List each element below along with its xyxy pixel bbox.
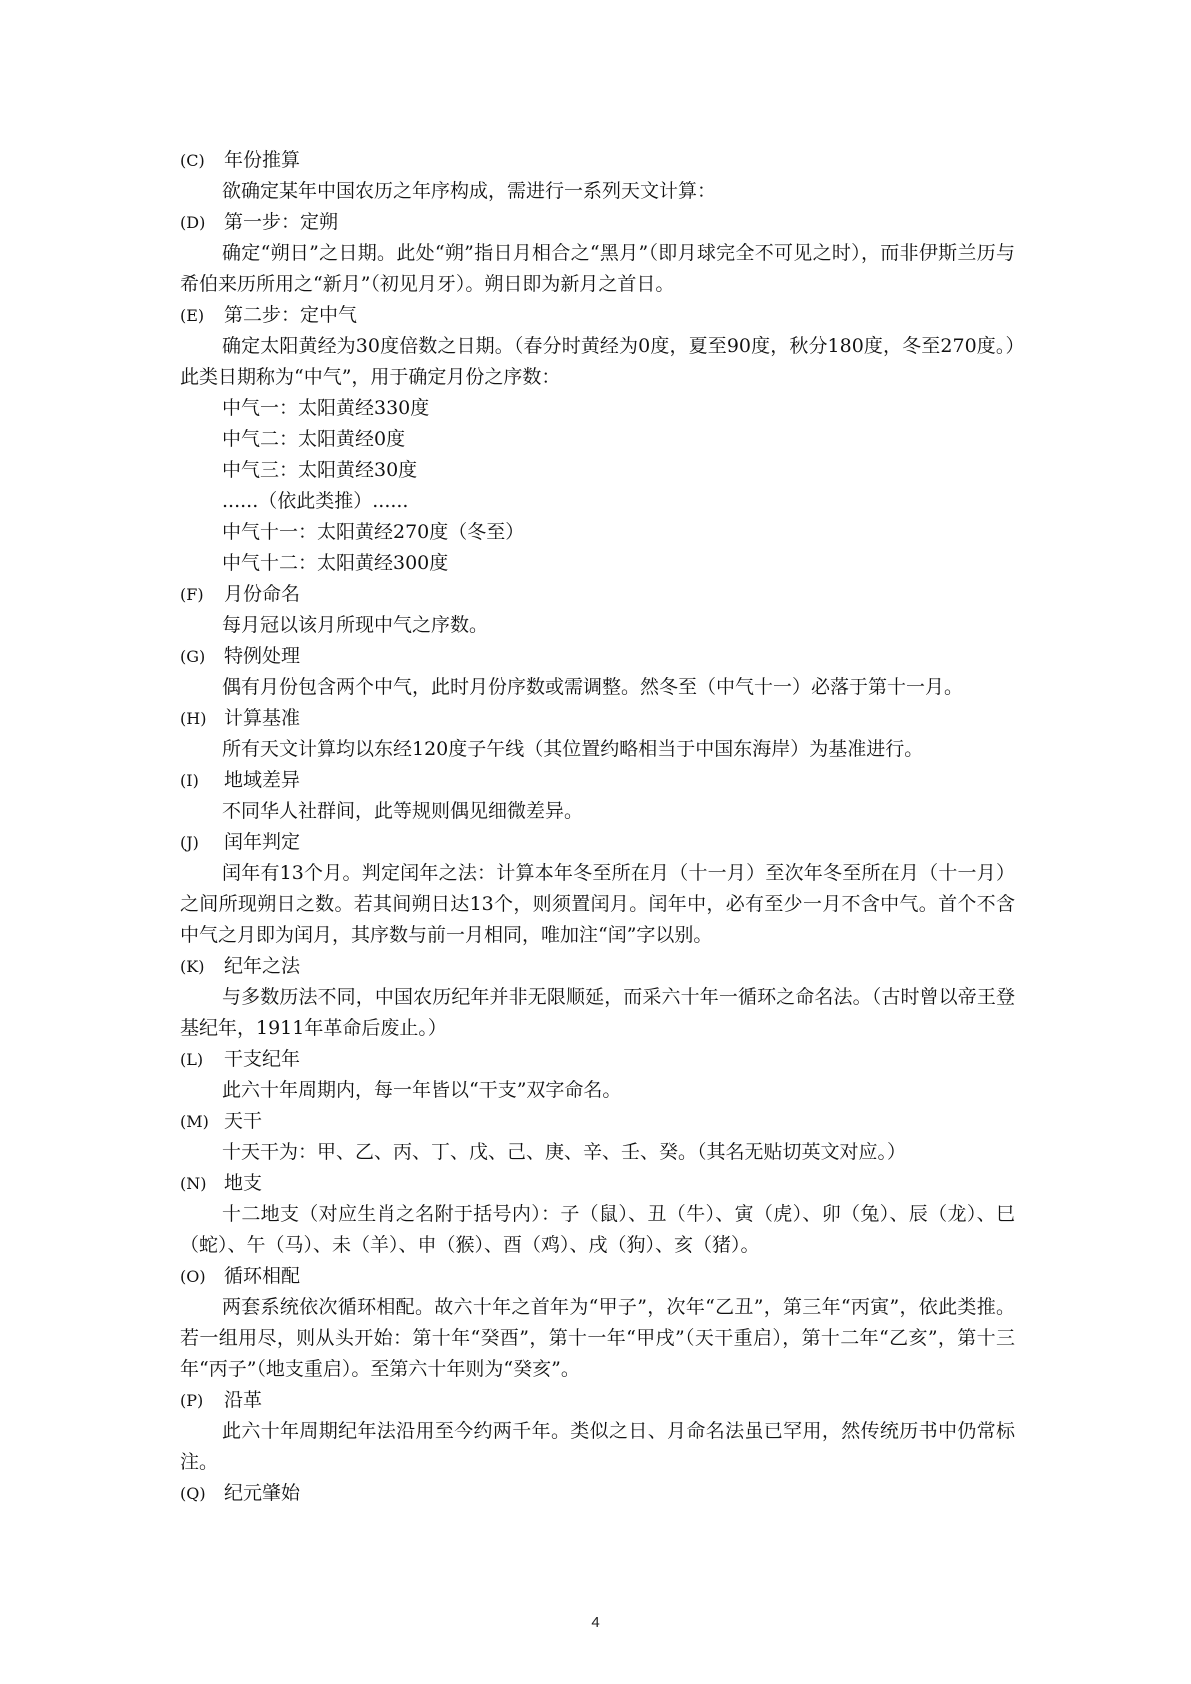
body-paragraph: 不同华人社群间，此等规则偶见细微差异。 bbox=[222, 800, 584, 822]
section bbox=[180, 951, 1015, 1044]
body-paragraph: 每月冠以该月所现中气之序数。 bbox=[222, 614, 489, 636]
section-title: 第二步：定中气 bbox=[224, 304, 358, 326]
section-marker: (F) bbox=[180, 585, 204, 604]
section-marker: (E) bbox=[180, 306, 205, 325]
section-title: 特例处理 bbox=[224, 645, 301, 667]
body-paragraph: 确定“朔日”之日期。此处“朔”指日月相合之“黑月”（即月球完全不可见之时），而非伊斯兰历与希伯来历所用之“新月”（初见月牙）。朔日即为新月之首日。 bbox=[180, 242, 1015, 295]
body-paragraph: 十二地支（对应生肖之名附于括号内）：子（鼠）、丑（牛）、寅（虎）、卯（兔）、辰（龙）、巳（蛇）、午（马）、未（羊）、申（猴）、酉（鸡）、戌（狗）、亥（猪）。 bbox=[180, 1203, 1015, 1256]
section-heading bbox=[180, 207, 1015, 238]
document-body bbox=[180, 145, 1015, 1509]
section-heading bbox=[180, 641, 1015, 672]
section-title: 天干 bbox=[224, 1110, 263, 1132]
body-paragraph: 此六十年周期内，每一年皆以“干支”双字命名。 bbox=[222, 1079, 622, 1101]
body-paragraph: 此六十年周期纪年法沿用至今约两千年。类似之日、月命名法虽已罕用，然传统历书中仍常标注。 bbox=[180, 1420, 1015, 1473]
section-marker: (L) bbox=[180, 1050, 204, 1069]
section-heading bbox=[180, 951, 1015, 982]
section-title: 干支纪年 bbox=[224, 1048, 301, 1070]
body-paragraph: 欲确定某年中国农历之年序构成，需进行一系列天文计算： bbox=[222, 180, 717, 202]
body-paragraph: 两套系统依次循环相配。故六十年之首年为“甲子”，次年“乙丑”，第三年“丙寅”，依此类推。若一组用尽，则从头开始：第十年“癸酉”，第十一年“甲戌”（天干重启），第十二年“乙亥”，第十三年“丙子”（地支重启）。至第六十年则为“癸亥”。 bbox=[180, 1296, 1015, 1380]
section bbox=[180, 1261, 1015, 1385]
section bbox=[180, 1044, 1015, 1106]
section-title: 沿革 bbox=[224, 1389, 263, 1411]
body-paragraph: 偶有月份包含两个中气，此时月份序数或需调整。然冬至（中气十一）必落于第十一月。 bbox=[222, 676, 964, 698]
section-marker: (M) bbox=[180, 1112, 209, 1131]
section-heading bbox=[180, 1385, 1015, 1416]
body-paragraph: 所有天文计算均以东经120度子午线（其位置约略相当于中国东海岸）为基准进行。 bbox=[222, 738, 924, 760]
section-title: 地域差异 bbox=[224, 769, 301, 791]
section-title: 月份命名 bbox=[224, 583, 301, 605]
section-title: 年份推算 bbox=[224, 149, 301, 171]
section-marker: (K) bbox=[180, 957, 205, 976]
section-heading bbox=[180, 579, 1015, 610]
section-marker: (P) bbox=[180, 1391, 204, 1410]
section-heading bbox=[180, 827, 1015, 858]
body-paragraph: 与多数历法不同，中国农历纪年并非无限顺延，而采六十年一循环之命名法。（古时曾以帝王登基纪年，1911年革命后废止。） bbox=[180, 986, 1015, 1039]
section-marker: (H) bbox=[180, 709, 207, 728]
section-marker: (C) bbox=[180, 151, 205, 170]
body-paragraph: 十天干为：甲、乙、丙、丁、戊、己、庚、辛、壬、癸。（其名无贴切英文对应。） bbox=[222, 1141, 907, 1163]
section-marker: (Q) bbox=[180, 1484, 206, 1503]
list-item: 中气三：太阳黄经30度 bbox=[222, 459, 418, 481]
section-marker: (J) bbox=[180, 833, 199, 852]
section bbox=[180, 145, 1015, 207]
list-item: 中气一：太阳黄经330度 bbox=[222, 397, 430, 419]
section-title: 纪元肇始 bbox=[224, 1482, 301, 1504]
body-paragraph: 闰年有13个月。判定闰年之法：计算本年冬至所在月（十一月）至次年冬至所在月（十一月）之间所现朔日之数。若其间朔日达13个，则须置闰月。闰年中，必有至少一月不含中气。首个不含中气之月即为闰月，其序数与前一月相同，唯加注“闰”字以别。 bbox=[180, 862, 1015, 946]
section-marker: (N) bbox=[180, 1174, 207, 1193]
section-heading bbox=[180, 765, 1015, 796]
section bbox=[180, 1168, 1015, 1261]
section-marker: (G) bbox=[180, 647, 206, 666]
list-item: ......（依此类推）...... bbox=[222, 490, 409, 512]
section-title: 纪年之法 bbox=[224, 955, 301, 977]
list-item: 中气二：太阳黄经0度 bbox=[222, 428, 406, 450]
section-marker: (D) bbox=[180, 213, 206, 232]
section bbox=[180, 1478, 1015, 1509]
section bbox=[180, 827, 1015, 951]
section-title: 计算基准 bbox=[224, 707, 301, 729]
section bbox=[180, 765, 1015, 827]
section bbox=[180, 1385, 1015, 1478]
body-paragraph: 确定太阳黄经为30度倍数之日期。（春分时黄经为0度，夏至90度，秋分180度，冬至270度。）此类日期称为“中气”，用于确定月份之序数： bbox=[180, 335, 1015, 388]
section bbox=[180, 207, 1015, 300]
list-item: 中气十二：太阳黄经300度 bbox=[222, 552, 449, 574]
section-heading bbox=[180, 300, 1015, 331]
section bbox=[180, 579, 1015, 641]
section bbox=[180, 300, 1015, 579]
section-marker: (I) bbox=[180, 771, 199, 790]
section-marker: (O) bbox=[180, 1267, 206, 1286]
section-heading bbox=[180, 1168, 1015, 1199]
section-heading bbox=[180, 1044, 1015, 1075]
section bbox=[180, 1106, 1015, 1168]
section bbox=[180, 703, 1015, 765]
section-heading bbox=[180, 703, 1015, 734]
list-item: 中气十一：太阳黄经270度（冬至） bbox=[222, 521, 525, 543]
section-title: 循环相配 bbox=[224, 1265, 301, 1287]
section-title: 闰年判定 bbox=[224, 831, 301, 853]
section-heading bbox=[180, 1261, 1015, 1292]
section-title: 第一步：定朔 bbox=[224, 211, 339, 233]
section-title: 地支 bbox=[224, 1172, 263, 1194]
section-heading bbox=[180, 1106, 1015, 1137]
section bbox=[180, 641, 1015, 703]
section-heading bbox=[180, 145, 1015, 176]
section-heading bbox=[180, 1478, 1015, 1509]
page-number: 4 bbox=[591, 1614, 600, 1631]
